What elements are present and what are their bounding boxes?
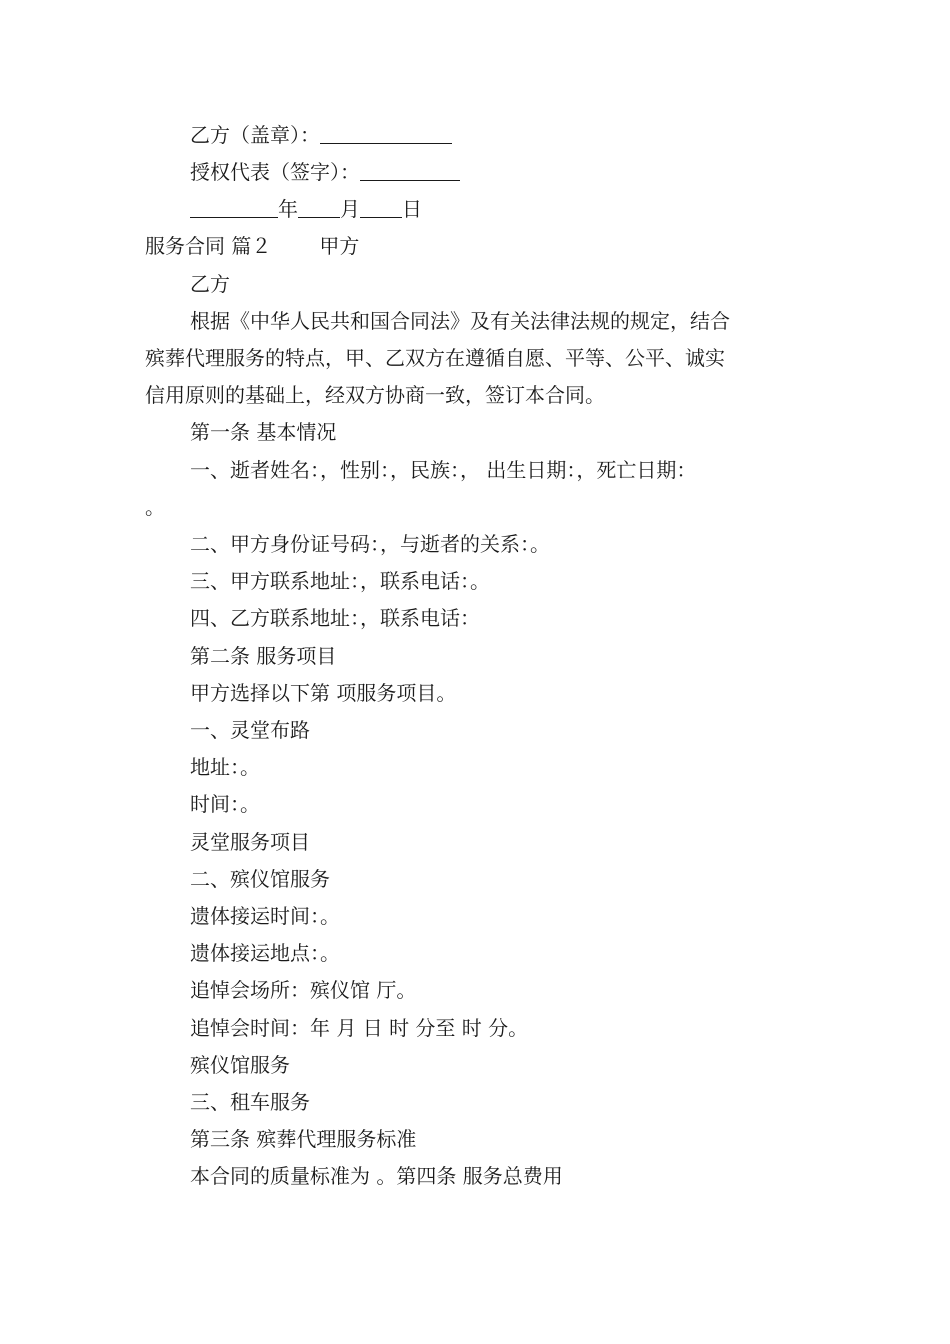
memorial-venue-line: 追悼会场所：殡仪馆 厅。 — [190, 978, 417, 1002]
month-blank — [298, 195, 340, 218]
service-selection-line: 甲方选择以下第 项服务项目。 — [190, 681, 457, 705]
transport-location-line: 遗体接运地点：。 — [190, 941, 340, 965]
funeral-home-heading: 二、殡仪馆服务 — [190, 867, 330, 891]
representative-signature-line — [190, 154, 460, 191]
party-b-seal-line — [190, 117, 452, 154]
party-b-contact-line: 四、乙方联系地址：，联系电话： — [190, 606, 480, 630]
deceased-info-line: 一、逝者姓名：，性别：，民族：， 出生日期：，死亡日期： — [190, 458, 697, 482]
preamble-line-2: 殡葬代理服务的特点，甲、乙双方在遵循自愿、平等、公平、诚实 — [145, 346, 725, 370]
month-label: 月 — [340, 197, 360, 221]
address-line: 地址：。 — [190, 755, 260, 779]
party-a-contact-line: 三、甲方联系地址：，联系电话：。 — [190, 569, 490, 593]
time-line: 时间：。 — [190, 792, 260, 816]
deceased-info-end: 。 — [145, 495, 165, 519]
party-b-label: 乙方 — [190, 272, 230, 296]
contract-2-heading — [145, 228, 359, 265]
contract-2-title: 服务合同 篇２ — [145, 234, 272, 258]
memorial-time-line: 追悼会时间：年 月 日 时 分至 时 分。 — [190, 1016, 529, 1040]
party-a-id-line: 二、甲方身份证号码：，与逝者的关系：。 — [190, 532, 550, 556]
signature-blank — [360, 158, 460, 181]
article-1-heading: 第一条 基本情况 — [190, 420, 337, 444]
funeral-home-services: 殡仪馆服务 — [190, 1053, 290, 1077]
car-rental-heading: 三、租车服务 — [190, 1090, 310, 1114]
mourning-hall-services: 灵堂服务项目 — [190, 830, 310, 854]
year-blank — [190, 195, 278, 218]
party-a-label: 甲方 — [319, 234, 360, 258]
day-blank — [360, 195, 402, 218]
mourning-hall-heading: 一、灵堂布路 — [190, 718, 310, 742]
year-label: 年 — [278, 197, 298, 221]
transport-time-line: 遗体接运时间：。 — [190, 904, 340, 928]
preamble-line-1: 根据《中华人民共和国合同法》及有关法律法规的规定，结合 — [190, 309, 730, 333]
preamble-line-3: 信用原则的基础上，经双方协商一致，签订本合同。 — [145, 383, 605, 407]
article-2-heading: 第二条 服务项目 — [190, 644, 337, 668]
date-line — [190, 191, 422, 228]
quality-standard-line: 本合同的质量标准为 。第四条 服务总费用 — [190, 1164, 563, 1188]
article-3-heading: 第三条 殡葬代理服务标准 — [190, 1127, 417, 1151]
seal-blank — [320, 121, 452, 144]
party-b-seal-label: 乙方（盖章）： — [190, 123, 320, 147]
representative-label: 授权代表（签字）： — [190, 160, 360, 184]
day-label: 日 — [402, 197, 422, 221]
